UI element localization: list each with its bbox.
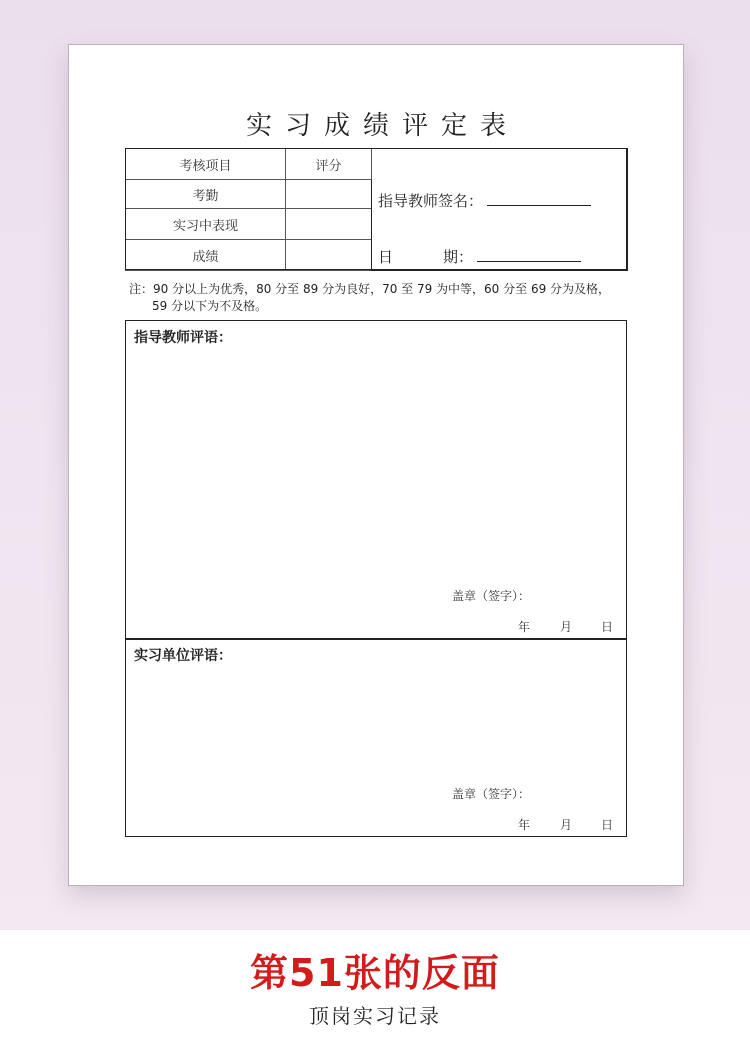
- teacher-date-year: 年: [518, 620, 531, 634]
- teacher-signature-label: 指导教师签名：: [378, 192, 484, 210]
- banner-subtitle: 顶岗实习记录: [309, 1004, 441, 1028]
- row-grade-label: 成绩: [126, 240, 286, 271]
- date-label-day: 日: [378, 248, 394, 266]
- unit-date-month: 月: [560, 818, 573, 832]
- teacher-stamp-label: 盖章（签字）：: [452, 589, 531, 603]
- score-table: [125, 148, 628, 271]
- date-label-period: 期：: [443, 248, 474, 266]
- header-score: 评分: [286, 149, 372, 180]
- date-underline[interactable]: [477, 245, 581, 262]
- teacher-signature-line: [378, 189, 591, 211]
- banner-headline: 第51张的反面: [250, 951, 500, 995]
- unit-comment-heading: 实习单位评语：: [134, 648, 232, 664]
- unit-comment-box[interactable]: [125, 638, 627, 837]
- signature-underline[interactable]: [487, 189, 591, 206]
- grading-note-line-2: 59 分以下为不及格。: [152, 299, 268, 313]
- row-attendance-label: 考勤: [126, 180, 286, 209]
- grading-note-line-1: 注：90 分以上为优秀，80 分至 89 分为良好，70 至 79 为中等，60 分至 69 分为及格，: [129, 282, 611, 296]
- unit-date-day: 日: [601, 818, 614, 832]
- row-attendance-score[interactable]: [286, 180, 372, 209]
- teacher-date-day: 日: [601, 620, 614, 634]
- document-page: [68, 44, 684, 886]
- unit-stamp-label: 盖章（签字）：: [452, 787, 531, 801]
- date-line: [378, 245, 581, 267]
- row-performance-score[interactable]: [286, 209, 372, 240]
- header-assessment-item: 考核项目: [126, 149, 286, 180]
- teacher-date-month: 月: [560, 620, 573, 634]
- row-performance-label: 实习中表现: [126, 209, 286, 240]
- teacher-comment-heading: 指导教师评语：: [134, 330, 232, 346]
- teacher-comment-box[interactable]: [125, 320, 627, 640]
- unit-date-year: 年: [518, 818, 531, 832]
- row-grade-score[interactable]: [286, 240, 372, 271]
- document-title: 实习成绩评定表: [245, 111, 519, 141]
- signature-cell: [372, 149, 628, 271]
- grading-note: [129, 281, 610, 315]
